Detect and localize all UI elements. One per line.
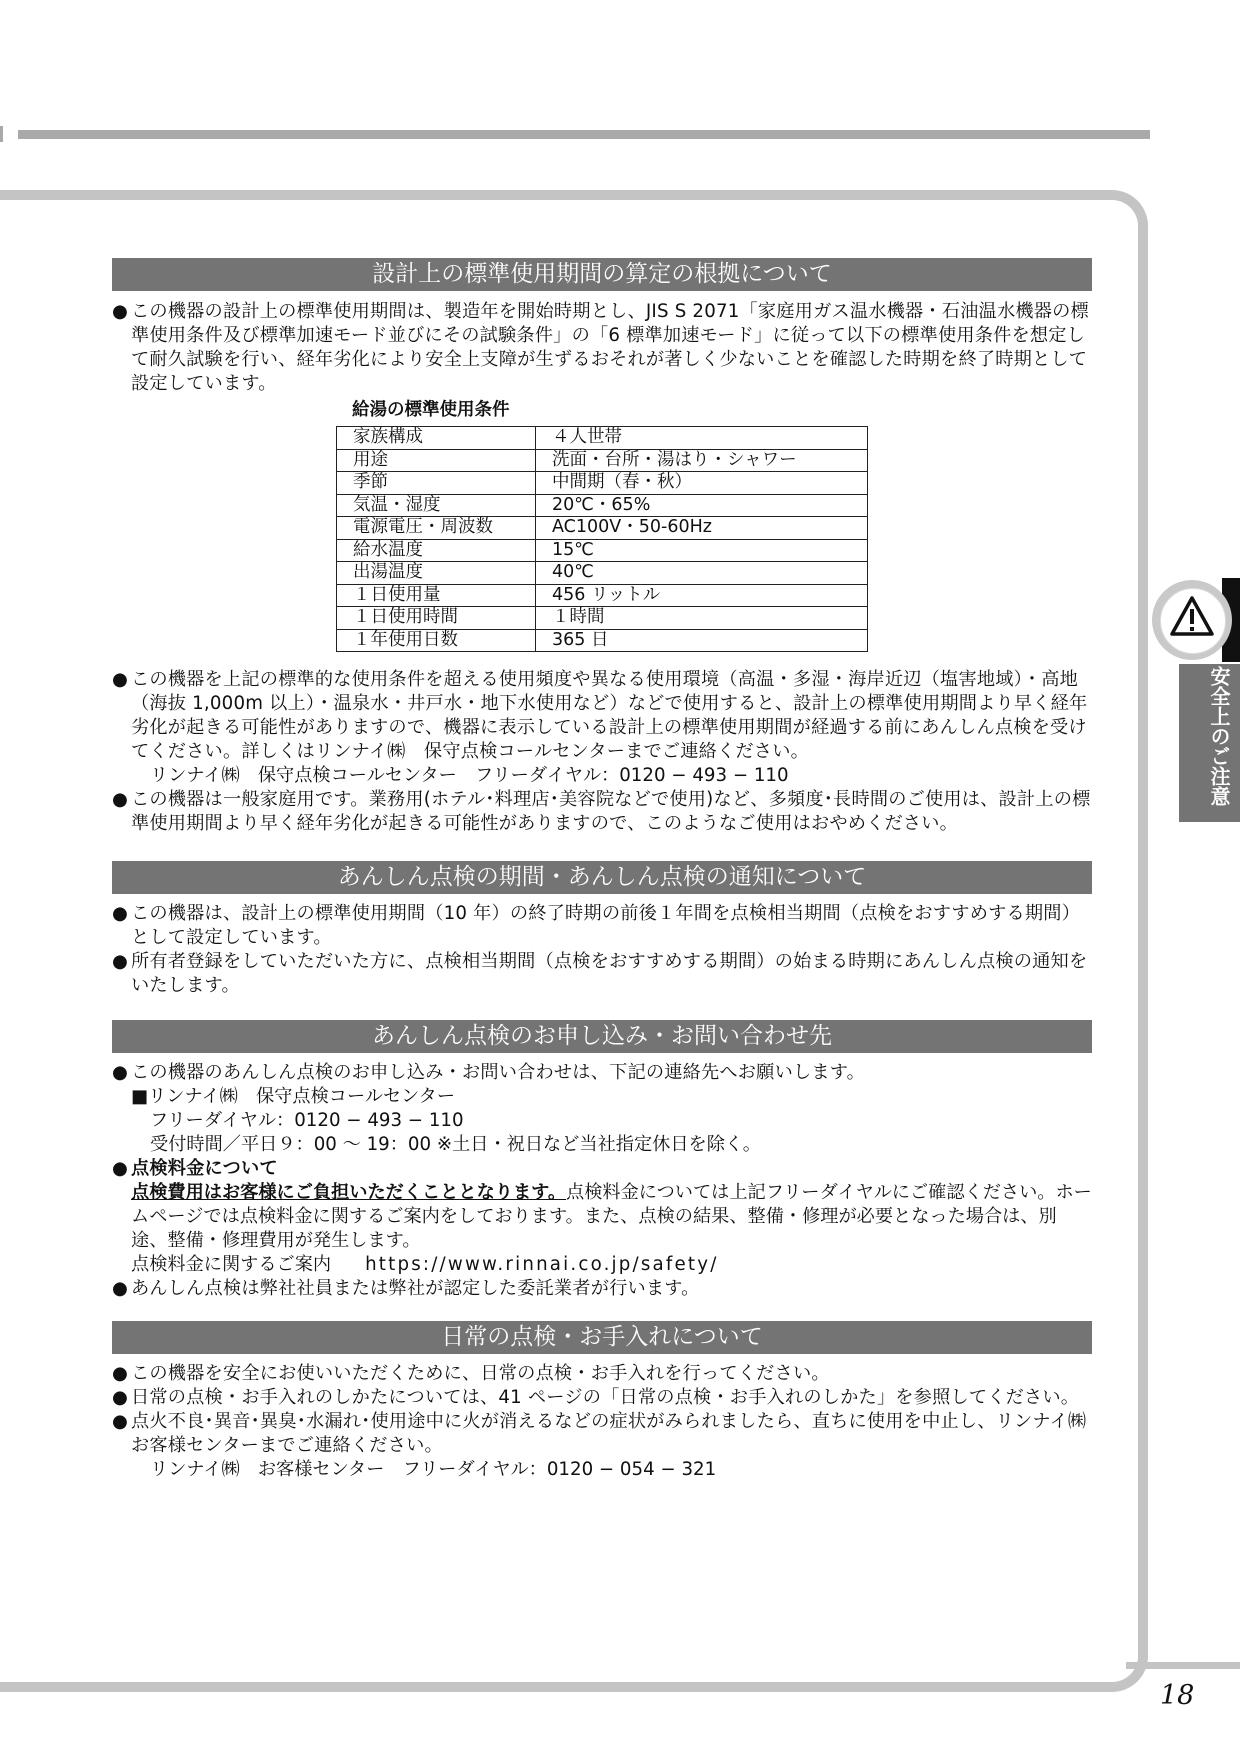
list-item: ● この機器を安全にお使いいただくために、日常の点検・お手入れを行ってください。 [112,1363,830,1384]
table-caption: 給湯の標準使用条件 [352,400,510,420]
section-heading-inspection-period: あんしん点検の期間・あんしん点検の通知について [112,861,1092,894]
table-row [337,539,868,562]
table-row [337,472,868,495]
bottom-rule [1126,1662,1240,1669]
table-row [337,607,868,630]
condition-label: 季節 [337,472,536,495]
condition-label: 気温・湿度 [337,494,536,517]
fee-paragraph: 点検費用はお客様にご負担いただくこととなります。点検料金については上記フリーダイヤルにご確認ください。ホームページでは点検料金に関するご案内をしております。また、点検の結果、整備・修理が必要となった場合は、別途、整備・修理費用が発生します。 [131,1182,1092,1251]
free-dial: フリーダイヤル：0120 − 493 − 110 [150,1110,464,1131]
condition-value: ４人世帯 [536,427,868,450]
condition-value: 40℃ [536,562,868,585]
bullet-mark: ● [112,951,129,972]
standard-conditions-table [336,426,868,652]
bullet-mark: ● [112,1158,129,1179]
condition-value: 365 日 [536,629,868,652]
bullet-mark: ● [112,1411,129,1432]
contact-line: リンナイ㈱ お客様センター フリーダイヤル：0120 − 054 − 321 [150,1459,717,1480]
call-center-name: ■リンナイ㈱ 保守点検コールセンター [131,1086,456,1107]
page-number: 18 [1160,1680,1195,1711]
top-rule-mark [0,126,3,142]
bullet-mark: ● [112,1278,129,1299]
list-item: ● 点火不良･異音･異臭･水漏れ･使用途中に火が消えるなどの症状がみられましたら、直ちに使用を中止し、リンナイ㈱ お客様センターまでご連絡ください。 [112,1411,1105,1456]
bullet-mark: ● [112,903,129,924]
bullet-mark: ● [112,789,129,810]
list-item: ● 日常の点検・お手入れのしかたについては、41 ページの「日常の点検・お手入れのしかた」を参照してください。 [112,1387,1080,1408]
condition-label: １日使用時間 [337,607,536,630]
page-content [112,258,1105,1482]
fee-guide: 点検料金に関するご案内 https://www.rinnai.co.jp/safety/ [131,1254,719,1275]
list-item: ● この機器は、設計上の標準使用期間（10 年）の終了時期の前後１年間を点検相当期間（点検をおすすめする期間）として設定しています。 [112,903,1081,948]
section-heading-daily-care: 日常の点検・お手入れについて [112,1321,1092,1354]
condition-value: １時間 [536,607,868,630]
table-row [337,494,868,517]
section-heading-inquiries: あんしん点検のお申し込み・お問い合わせ先 [112,1020,1092,1053]
condition-value: 20℃・65% [536,494,868,517]
condition-label: 家族構成 [337,427,536,450]
table-row [337,562,868,585]
bullet-mark: ● [112,1363,129,1384]
bullet-mark: ● [112,669,129,690]
list-item: ● この機器の設計上の標準使用期間は、製造年を開始時期とし、JIS S 2071「家庭用ガス温水機器・石油温水機器の標準使用条件及び標準加速モード並びにその試験条件」の「6 標準加速モード」に従って以下の標準使用条件を想定して耐久試験を行い、経年劣化により安全上支障が生ずるおそれが著しく少ないことを確認した時期を終了時期として設定しています。 [112,301,1089,394]
condition-label: 電源電圧・周波数 [337,517,536,540]
condition-label: １日使用量 [337,584,536,607]
table-row [337,629,868,652]
condition-label: 給水温度 [337,539,536,562]
condition-value: AC100V・50-60Hz [536,517,868,540]
condition-value: 456 リットル [536,584,868,607]
condition-value: 洗面・台所・湯はり・シャワー [536,449,868,472]
condition-label: 出湯温度 [337,562,536,585]
table-row [337,449,868,472]
bullet-mark: ● [112,301,129,322]
top-rule [18,130,1150,139]
fee-emphasis: 点検費用はお客様にご負担いただくこととなります。 [131,1182,567,1203]
reception-hours: 受付時間／平日９：00 〜 19：00 ※土日・祝日など当社指定休日を除く。 [150,1134,761,1155]
safety-url-link[interactable]: https://www.rinnai.co.jp/safety/ [365,1254,719,1275]
bullet-mark: ● [112,1387,129,1408]
condition-label: １年使用日数 [337,629,536,652]
list-item: ● この機器のあんしん点検のお申し込み・お問い合わせは、下記の連絡先へお願いします。 [112,1062,866,1083]
list-item: ● この機器を上記の標準的な使用条件を超える使用頻度や異なる使用環境（高温・多湿・海岸近辺（塩害地域）・高地（海抜 1,000m 以上）・温泉水・井戸水・地下水使用など）などで使用すると、設計上の標準使用期間より早く経年劣化が起きる可能性がありますので、機器に表示している設計上の標準使用期間が経過する前にあんしん点検を受けてください。詳しくはリンナイ㈱ 保守点検コールセンターまでご連絡ください。 [112,669,1088,762]
list-item: ● あんしん点検は弊社社員または弊社が認定した委託業者が行います。 [112,1278,700,1299]
table-row [337,517,868,540]
warning-triangle-icon [1168,592,1216,640]
side-tab-label: 安全上のご注意 [1207,666,1231,806]
table-row [337,427,868,450]
fee-title: 点検料金について [131,1158,278,1179]
contact-line: リンナイ㈱ 保守点検コールセンター フリーダイヤル：0120 − 493 − 110 [150,765,789,786]
condition-label: 用途 [337,449,536,472]
bullet-mark: ● [112,1062,129,1083]
list-item: ● この機器は一般家庭用です。業務用(ホテル･料理店･美容院などで使用)など、多頻度･長時間のご使用は、設計上の標準使用期間より早く経年劣化が起きる可能性がありますので、このようなご使用はおやめください。 [112,789,1091,834]
section-heading-standard-period: 設計上の標準使用期間の算定の根拠について [112,258,1092,291]
condition-value: 中間期（春・秋） [536,472,868,495]
list-item: ● 所有者登録をしていただいた方に、点検相当期間（点検をおすすめする期間）の始まる時期にあんしん点検の通知をいたします。 [112,951,1088,996]
condition-value: 15℃ [536,539,868,562]
list-item [112,1157,1092,1181]
table-row [337,584,868,607]
